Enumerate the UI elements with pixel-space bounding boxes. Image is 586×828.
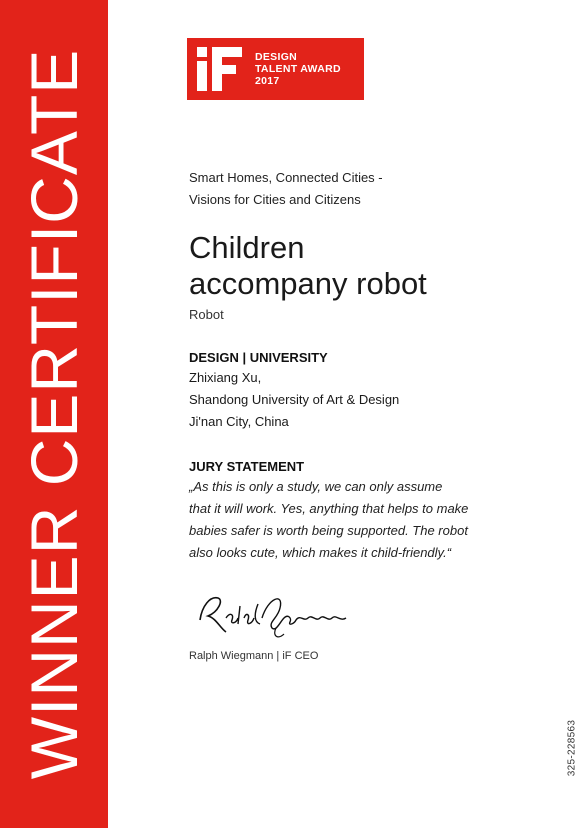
design-heading: DESIGN | UNIVERSITY — [189, 350, 328, 365]
entry-title-line-2: accompany robot — [189, 266, 427, 301]
design-line: Ji'nan City, China — [189, 414, 289, 429]
if-logo — [187, 38, 364, 100]
award-name — [255, 51, 341, 87]
signer-name: Ralph Wiegmann | iF CEO — [189, 650, 319, 662]
jury-section — [189, 458, 546, 564]
handwritten-signature — [188, 578, 368, 648]
category-line-2: Visions for Cities and Citizens — [189, 192, 361, 207]
sidebar-band — [0, 0, 108, 828]
entry-title — [189, 230, 546, 302]
jury-line: babies safer is worth being supported. The robot — [189, 523, 468, 538]
jury-line: that it will work. Yes, anything that helps to make — [189, 501, 469, 516]
award-line-2: TALENT AWARD — [255, 63, 341, 75]
entry-title-line-1: Children — [189, 230, 305, 265]
category-line-1: Smart Homes, Connected Cities - — [189, 170, 383, 185]
category — [189, 167, 546, 211]
award-line-1: DESIGN — [255, 51, 298, 63]
design-section — [189, 349, 546, 433]
jury-statement — [189, 476, 546, 564]
design-line: Zhixiang Xu, — [189, 370, 262, 385]
jury-line: also looks cute, which makes it child-friendly.“ — [189, 545, 452, 560]
certificate-code: 325-228563 — [566, 719, 578, 777]
if-logo-mark-icon — [195, 45, 247, 93]
design-line: Shandong University of Art & Design — [189, 392, 400, 407]
jury-heading: JURY STATEMENT — [189, 459, 305, 474]
winner-certificate-label: WINNER CERTIFICATE — [17, 48, 91, 780]
jury-line: „As this is only a study, we can only assume — [189, 479, 443, 494]
entry-subtitle: Robot — [189, 307, 224, 322]
award-line-3: 2017 — [255, 75, 280, 87]
